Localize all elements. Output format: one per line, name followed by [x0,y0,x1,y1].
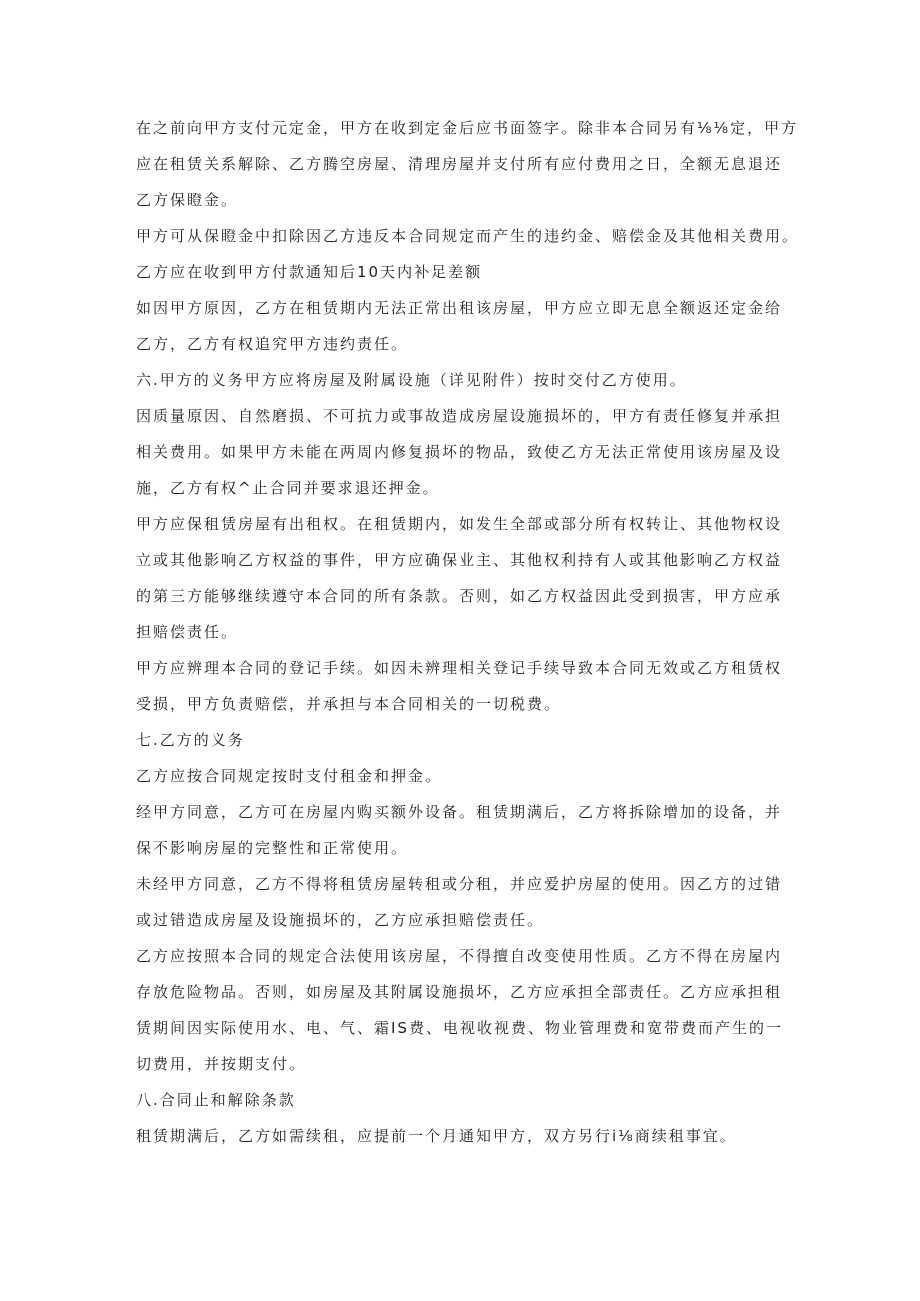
text-line: 的第三方能够继续遵守本合同的所有条款。否则，如乙方权益因此受到损害，甲方应承 [136,587,783,605]
text-line: 甲方应保租赁房屋有出租权。在租赁期内，如发生全部或部分所有权转让、其他物权设 [136,515,783,533]
text-line: 乙方，乙方有权追究甲方违约责任。 [136,335,409,353]
paragraph [136,866,836,938]
text-line: 赁期间因实际使用水、电、气、霜IS费、电视收视费、物业管理费和宽带费而产生的一 [136,1019,783,1037]
text-line: 乙方应按照本合同的规定合法使用该房屋，不得擅自改变使用性质。乙方不得在房屋内 [136,947,783,965]
text-line: 保不影响房屋的完整性和正常使用。 [136,839,409,857]
text-line: 六.甲方的义务甲方应将房屋及附属设施（详见附件）按时交付乙方使用。 [136,371,687,389]
section-heading [136,1082,836,1118]
text-line: 或过错造成房屋及设施损坏的，乙方应承担赔偿责任。 [136,911,545,929]
paragraph [136,758,836,794]
paragraph [136,650,836,722]
section-heading [136,722,836,758]
text-line: 甲方可从保瞪金中扣除因乙方违反本合同规定而产生的违约金、赔偿金及其他相关费用。 [136,227,800,245]
text-line: 因质量原因、自然磨损、不可抗力或事故造成房屋设施损坏的，甲方有责任修复并承担 [136,407,783,425]
text-line: 施，乙方有权^止合同并要求退还押金。 [136,479,440,497]
text-line: 存放危险物品。否则，如房屋及其附属设施损坏，乙方应承担全部责任。乙方应承担租 [136,983,783,1001]
paragraph [136,938,836,1082]
text-line: 七.乙方的义务 [136,731,245,749]
document-body [136,110,836,1154]
text-line: 立或其他影响乙方权益的事件，甲方应确保业主、其他权利持有人或其他影响乙方权益 [136,551,783,569]
paragraph [136,110,836,218]
text-line: 应在租赁关系解除、乙方腾空房屋、清理房屋并支付所有应付费用之日，全额无息退还 [136,155,783,173]
text-line: 相关费用。如果甲方未能在两周内修复损坏的物品，致使乙方无法正常使用该房屋及设 [136,443,783,461]
paragraph [136,1118,836,1154]
text-line: 未经甲方同意，乙方不得将租赁房屋转租或分租，并应爱护房屋的使用。因乙方的过错 [136,875,783,893]
text-line: 乙方保瞪金。 [136,191,239,209]
paragraph [136,398,836,506]
text-line: 八.合同止和解除条款 [136,1091,296,1109]
text-line: 担赔偿责任。 [136,623,239,641]
text-line: 租赁期满后，乙方如需续租，应提前一个月通知甲方，双方另行i⅛商续租事宜。 [136,1127,737,1145]
paragraph [136,794,836,866]
paragraph [136,506,836,650]
text-line: 甲方应辨理本合同的登记手续。如因未辨理相关登记手续导致本合同无效或乙方租赁权 [136,659,783,677]
text-line: 乙方应在收到甲方付款通知后10天内补足差额 [136,263,483,281]
paragraph [136,290,836,362]
text-line: 在之前向甲方支付元定金，甲方在收到定金后应书面签字。除非本合同另有⅛⅛定，甲方 [136,119,799,137]
text-line: 经甲方同意，乙方可在房屋内购买额外设备。租赁期满后，乙方将拆除增加的设备，并 [136,803,783,821]
text-line: 如因甲方原因，乙方在租赁期内无法正常出租该房屋，甲方应立即无息全额返还定金给 [136,299,783,317]
text-line: 受损，甲方负责赔偿，并承担与本合同相关的一切税费。 [136,695,562,713]
section-heading [136,362,836,398]
text-line: 切费用，并按期支付。 [136,1055,307,1073]
paragraph [136,218,836,290]
text-line: 乙方应按合同规定按时支付租金和押金。 [136,767,443,785]
